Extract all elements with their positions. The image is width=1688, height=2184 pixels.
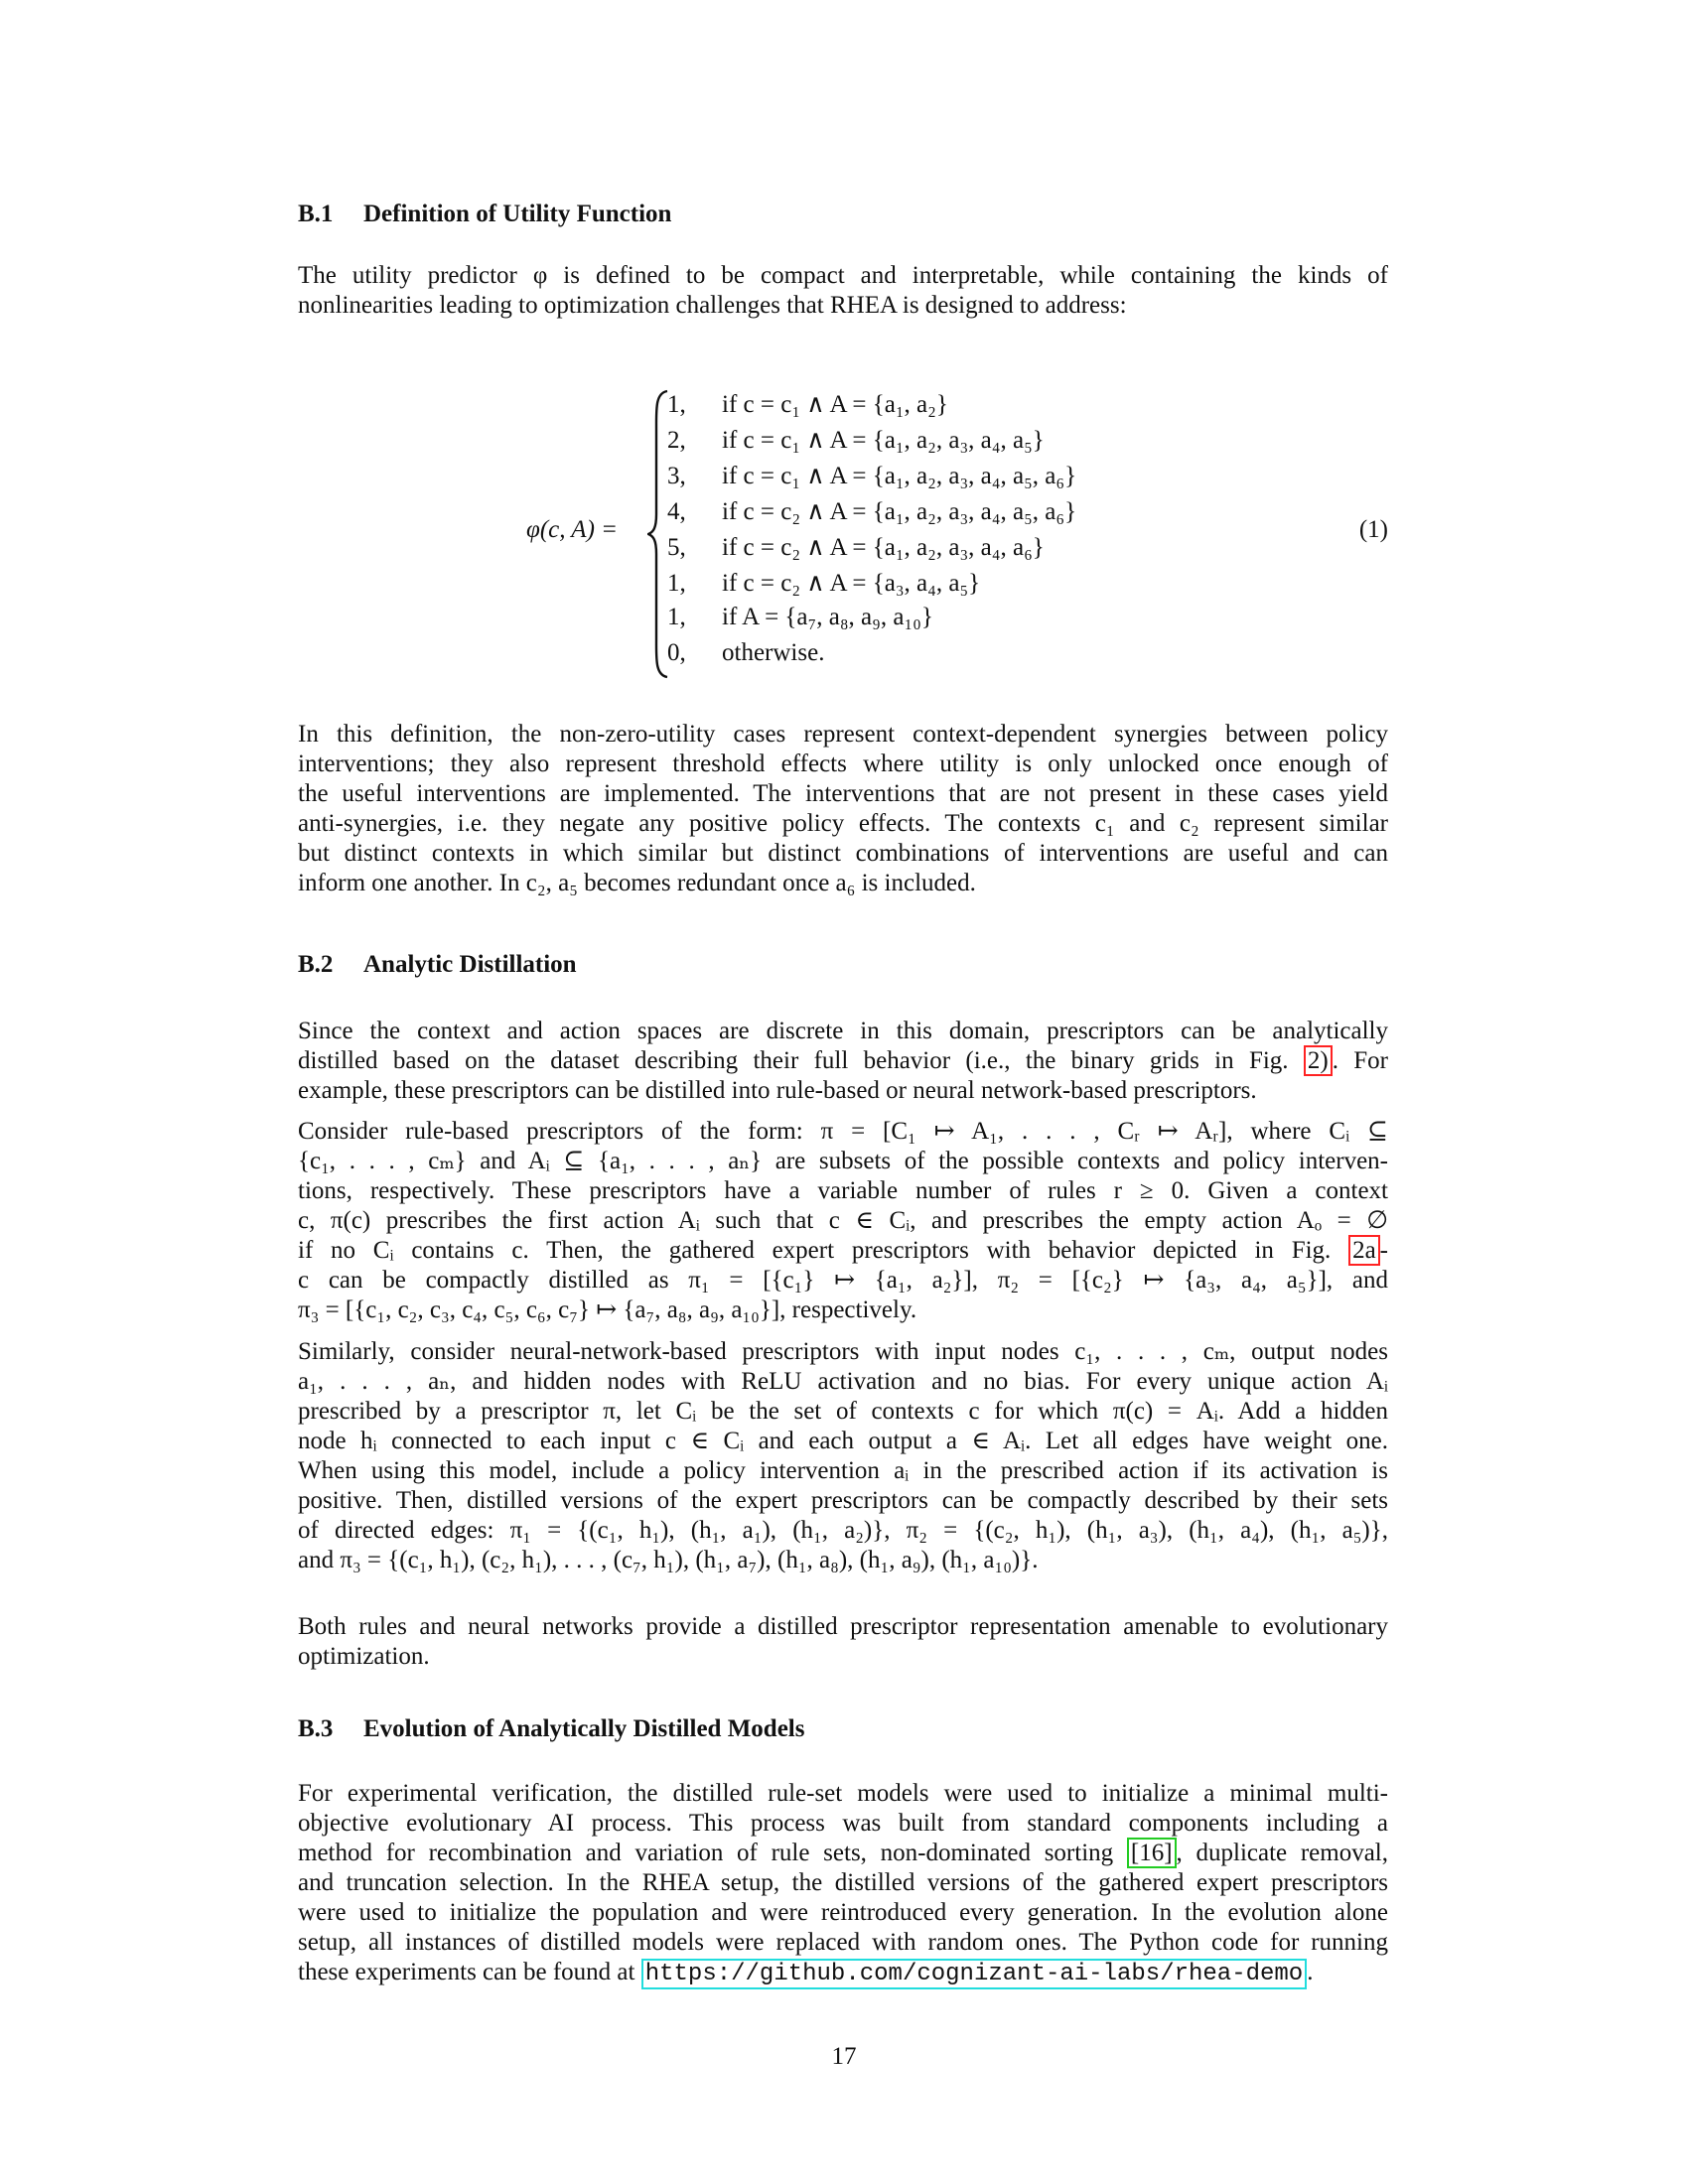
left-brace-icon xyxy=(647,389,669,679)
paragraph-b2-4 xyxy=(298,1612,1388,1672)
text-line: the useful interventions are implemented. The interventions that are not present in these cases yield xyxy=(298,780,1388,807)
paragraph-b1-discussion xyxy=(298,720,1388,898)
text-line: When using this model, include a policy intervention aᵢ in the prescribed action if its activation is xyxy=(298,1457,1388,1484)
text-line: {c₁, . . . , cₘ} and Aᵢ ⊆ {a₁, . . . , aₙ} are subsets of the possible contexts and policy interven- xyxy=(298,1148,1388,1174)
figure-reference-link[interactable]: 2) xyxy=(1304,1045,1333,1076)
text-line: method for recombination and variation of rule sets, non-dominated sorting [16] , duplicate removal, xyxy=(298,1840,1388,1866)
section-title: Analytic Distillation xyxy=(363,951,577,978)
text-line: a₁, . . . , aₙ, and hidden nodes with ReLU activation and no bias. For every unique action Aᵢ xyxy=(298,1368,1388,1395)
equation-case: 1, if c = c₁ ∧ A = {a₁, a₂} xyxy=(667,391,948,418)
paragraph-b2-1 xyxy=(298,1017,1388,1106)
equation-case: 0, otherwise. xyxy=(667,639,825,666)
paragraph-b3-1 xyxy=(298,1779,1388,1989)
equation-case: 4, if c = c₂ ∧ A = {a₁, a₂, a₃, a₄, a₅, a₆} xyxy=(667,498,1077,525)
paragraph-b1-intro xyxy=(298,261,1388,321)
section-heading-b1 xyxy=(298,201,671,228)
text-line: In this definition, the non-zero-utility cases represent context-dependent synergies between policy xyxy=(298,721,1388,748)
text-line: nonlinearities leading to optimization challenges that RHEA is designed to address: xyxy=(298,292,1127,319)
text-line: and π₃ = {(c₁, h₁), (c₂, h₁), . . . , (c₇, h₁), (h₁, a₇), (h₁, a₈), (h₁, a₉), (h₁, a₁₀)}. xyxy=(298,1547,1039,1573)
text-line: if no Cᵢ contains c. Then, the gathered expert prescriptors with behavior depicted in Fig. 2a - xyxy=(298,1237,1388,1264)
text-line: For experimental verification, the distilled rule-set models were used to initialize a minimal multi- xyxy=(298,1780,1388,1807)
text-line: optimization. xyxy=(298,1643,430,1670)
equation-case: 5, if c = c₂ ∧ A = {a₁, a₂, a₃, a₄, a₆} xyxy=(667,534,1045,561)
text-line: interventions; they also represent threshold effects where utility is only unlocked once enough of xyxy=(298,751,1388,777)
equation-case: 1, if c = c₂ ∧ A = {a₃, a₄, a₅} xyxy=(667,570,981,597)
equation-case: 3, if c = c₁ ∧ A = {a₁, a₂, a₃, a₄, a₅, a₆} xyxy=(667,463,1077,489)
text-line: these experiments can be found at https://github.com/cognizant-ai-labs/rhea-demo . xyxy=(298,1959,1314,1987)
text-line: were used to initialize the population and were reintroduced every generation. In the evolution alone xyxy=(298,1899,1388,1926)
section-title: Definition of Utility Function xyxy=(363,201,672,227)
text-line: inform one another. In c₂, a₅ becomes redundant once a₆ is included. xyxy=(298,870,976,896)
paragraph-b2-3 xyxy=(298,1337,1388,1575)
text-line: example, these prescriptors can be distilled into rule-based or neural network-based prescriptors. xyxy=(298,1077,1257,1104)
citation-link[interactable]: [16] xyxy=(1127,1838,1177,1868)
text-line: setup, all instances of distilled models were replaced with random ones. The Python code for running xyxy=(298,1929,1388,1956)
text-line: Since the context and action spaces are discrete in this domain, prescriptors can be analytically xyxy=(298,1018,1388,1044)
paragraph-b2-2 xyxy=(298,1117,1388,1325)
section-heading-b3 xyxy=(298,1715,804,1743)
text-line: and truncation selection. In the RHEA setup, the distilled versions of the gathered expert prescriptors xyxy=(298,1869,1388,1896)
github-url-link[interactable]: https://github.com/cognizant-ai-labs/rhea-demo xyxy=(641,1959,1308,1989)
text-line: Similarly, consider neural-network-based prescriptors with input nodes c₁, . . . , cₘ, output nodes xyxy=(298,1338,1388,1365)
text-line: prescribed by a prescriptor π, let Cᵢ be the set of contexts c for which π(c) = Aᵢ. Add a hidden xyxy=(298,1398,1388,1425)
text-line: of directed edges: π₁ = {(c₁, h₁), (h₁, a₁), (h₁, a₂)}, π₂ = {(c₂, h₁), (h₁, a₃), (h₁, a₄), (h₁, a₅)}, xyxy=(298,1517,1388,1544)
text-line: The utility predictor φ is defined to be compact and interpretable, while containing the kinds of xyxy=(298,262,1388,289)
section-title: Evolution of Analytically Distilled Models xyxy=(363,1715,805,1742)
text-line: c can be compactly distilled as π₁ = [{c₁} ↦ {a₁, a₂}], π₂ = [{c₂} ↦ {a₃, a₄, a₅}], and xyxy=(298,1267,1388,1294)
equation-lhs: φ(c, A) = xyxy=(526,516,619,543)
text-line: π₃ = [{c₁, c₂, c₃, c₄, c₅, c₆, c₇} ↦ {a₇, a₈, a₉, a₁₀}], respectively. xyxy=(298,1297,917,1323)
equation-number: (1) xyxy=(1358,516,1388,543)
text-line: Both rules and neural networks provide a distilled prescriptor representation amenable to evolutionary xyxy=(298,1613,1388,1640)
section-number: B.2 xyxy=(298,951,334,978)
text-line: node hᵢ connected to each input c ∈ Cᵢ and each output a ∈ Aᵢ. Let all edges have weight one. xyxy=(298,1428,1388,1454)
page-number: 17 xyxy=(831,2043,857,2070)
text-line: objective evolutionary AI process. This process was built from standard components including a xyxy=(298,1810,1388,1837)
text-line: anti-synergies, i.e. they negate any positive policy effects. The contexts c₁ and c₂ represent similar xyxy=(298,810,1388,837)
text-line: tions, respectively. These prescriptors have a variable number of rules r ≥ 0. Given a context xyxy=(298,1177,1388,1204)
text-line: positive. Then, distilled versions of the expert prescriptors can be compactly described by their sets xyxy=(298,1487,1388,1514)
section-number: B.1 xyxy=(298,201,334,227)
text-line: distilled based on the dataset describing their full behavior (i.e., the binary grids in Fig. 2) . For xyxy=(298,1047,1388,1074)
section-number: B.3 xyxy=(298,1715,334,1742)
text-line: but distinct contexts in which similar but distinct combinations of interventions are useful and can xyxy=(298,840,1388,867)
equation-case: 2, if c = c₁ ∧ A = {a₁, a₂, a₃, a₄, a₅} xyxy=(667,427,1045,454)
section-heading-b2 xyxy=(298,951,577,979)
text-line: c, π(c) prescribes the first action Aᵢ such that c ∈ Cᵢ, and prescribes the empty action Aₒ = ∅ xyxy=(298,1207,1388,1234)
text-line: Consider rule-based prescriptors of the form: π = [C₁ ↦ A₁, . . . , Cᵣ ↦ Aᵣ], where Cᵢ ⊆ xyxy=(298,1118,1388,1145)
equation-utility-function xyxy=(298,389,1388,677)
equation-case: 1, if A = {a₇, a₈, a₉, a₁₀} xyxy=(667,604,933,630)
figure-reference-link[interactable]: 2a xyxy=(1348,1235,1380,1266)
